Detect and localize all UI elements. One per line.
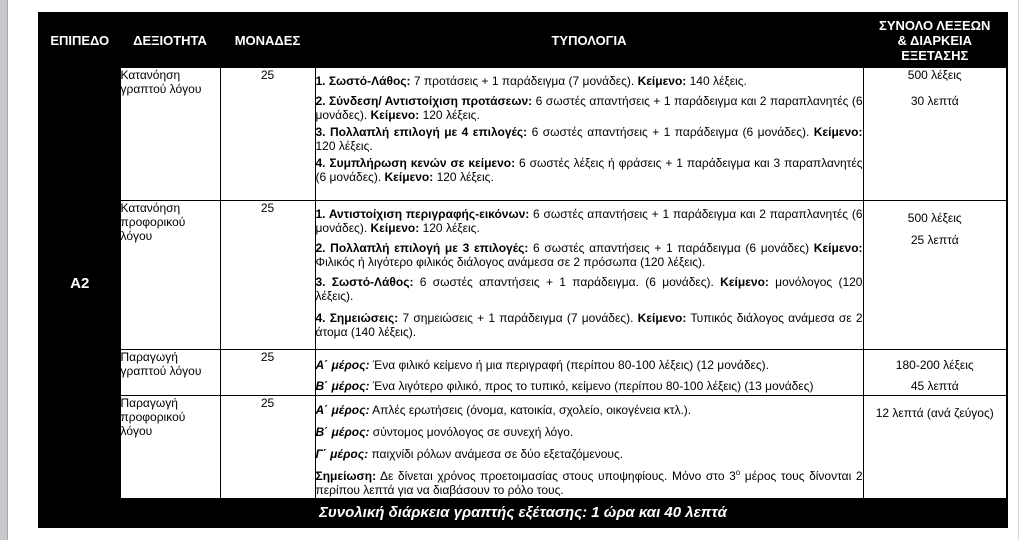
- page-right-edge: [1018, 0, 1019, 540]
- header-totals: [863, 13, 1007, 68]
- page-left-margin: [0, 0, 8, 540]
- footer-row: [39, 499, 1007, 528]
- skill-cell: Κατανόηση προφορικού λόγου: [120, 201, 220, 350]
- task-part: Β΄ μέρος: σύντομος μονόλογος σε συνεχή λόγο.: [315, 425, 574, 439]
- units-cell: 25: [220, 350, 315, 396]
- level-cell: Α2: [39, 68, 120, 499]
- total-time: 12 λεπτά (ανά ζεύγος): [875, 406, 994, 420]
- task-item: 1. Αντιστοίχιση περιγραφής-εικόνων: 6 σωστές απαντήσεις + 1 παράδειγμα και 2 παραπλανητές (6 μονάδες). Κείμενο: 120 λέξεις.: [315, 207, 863, 235]
- total-time: 25 λεπτά: [910, 233, 959, 247]
- header-totals-line2: & ΔΙΑΡΚΕΙΑ: [897, 33, 973, 48]
- units-cell: 25: [220, 201, 315, 350]
- task-item: 4. Σημειώσεις: 7 σημειώσεις + 1 παράδειγμα (7 μονάδες). Κείμενο: Τυπικός διάλογος ανάμεσα σε 2 άτομα (140 λέξεις).: [315, 311, 863, 339]
- note: Σημείωση: Δε δίνεται χρόνος προετοιμασίας στους υποψηφίους. Μόνο στο $3^o$ μέρος τους δίνονται 2 περίπου λεπτά για να διαβάσουν το ρόλο τους.: [315, 468, 863, 497]
- header-units: ΜΟΝΑΔΕΣ: [220, 13, 315, 68]
- typology-cell: [315, 201, 863, 350]
- task-item: 4. Συμπλήρωση κενών σε κείμενο: 6 σωστές λέξεις ή φράσεις + 1 παράδειγμα και 3 παραπλανητές (6 μονάδες). Κείμενο: 120 λέξεις.: [315, 156, 863, 184]
- task-part: Γ΄ μέρος: παιχνίδι ρόλων ανάμεσα σε δύο εξεταζόμενους.: [315, 447, 624, 461]
- skill-cell: Παραγωγή γραπτού λόγου: [120, 350, 220, 396]
- task-item: 2. Σύνδεση/ Αντιστοίχιση προτάσεων: 6 σωστές απαντήσεις + 1 παράδειγμα και 2 παραπλανητές (6 μονάδες). Κείμενο: 120 λέξεις.: [315, 94, 863, 122]
- totals-cell: [863, 396, 1007, 499]
- totals-cell: [863, 201, 1007, 350]
- skill-cell: Παραγωγή προφορικού λόγου: [120, 396, 220, 499]
- total-words: 500 λέξεις: [907, 211, 962, 225]
- task-part: Α΄ μέρος: Απλές ερωτήσεις (όνομα, κατοικία, σχολείο, οικογένεια κτλ.).: [315, 403, 692, 417]
- table-row: [39, 396, 1007, 499]
- typology-cell: [315, 350, 863, 396]
- units-cell: 25: [220, 68, 315, 201]
- task-item: 2. Πολλαπλή επιλογή με 3 επιλογές: 6 σωστές απαντήσεις + 1 παράδειγμα (6 μονάδες) Κείμενο: Φιλικός ή λιγότερο φιλικός διάλογος ανάμεσα σε 2 πρόσωπα (120 λέξεις).: [315, 241, 863, 269]
- table-row: [39, 201, 1007, 350]
- header-totals-line3: ΕΞΕΤΑΣΗΣ: [901, 48, 969, 63]
- totals-cell: [863, 350, 1007, 396]
- header-level: ΕΠΙΠΕΔΟ: [39, 13, 120, 68]
- task-part: Α΄ μέρος: Ένα φιλικό κείμενο ή μια περιγραφή (περίπου 80-100 λέξεις) (12 μονάδες).: [315, 358, 769, 372]
- total-words: 180-200 λέξεις: [895, 358, 974, 372]
- task-item: 3. Σωστό-Λάθος: 6 σωστές απαντήσεις + 1 παράδειγμα. (6 μονάδες). Κείμενο: μονόλογος (120 λέξεις).: [315, 275, 863, 303]
- total-duration-footer: Συνολική διάρκεια γραπτής εξέτασης: 1 ώρα και 40 λεπτά: [39, 499, 1007, 528]
- totals-cell: [863, 68, 1007, 201]
- task-item: 3. Πολλαπλή επιλογή με 4 επιλογές: 6 σωστές απαντήσεις + 1 παράδειγμα (6 μονάδες). Κείμενο: 120 λέξεις.: [315, 125, 863, 153]
- units-cell: 25: [220, 396, 315, 499]
- exam-spec-table: [38, 12, 1008, 528]
- total-words: 500 λέξεις: [907, 68, 962, 82]
- header-row: [39, 13, 1007, 68]
- task-item: 1. Σωστό-Λάθος: 7 προτάσεις + 1 παράδειγμα (7 μονάδες). Κείμενο: 140 λέξεις.: [315, 74, 747, 88]
- table-row: [39, 68, 1007, 201]
- header-skill: ΔΕΞΙΟΤΗΤΑ: [120, 13, 220, 68]
- header-totals-line1: ΣΥΝΟΛΟ ΛΕΞΕΩΝ: [879, 18, 991, 33]
- header-typology: ΤΥΠΟΛΟΓΙΑ: [315, 13, 863, 68]
- skill-cell: Κατανόηση γραπτού λόγου: [120, 68, 220, 201]
- total-time: 30 λεπτά: [910, 94, 959, 108]
- table-row: [39, 350, 1007, 396]
- task-part: Β΄ μέρος: Ένα λιγότερο φιλικό, προς το τυπικό, κείμενο (περίπου 80-100 λέξεις) (13 μονάδες): [315, 379, 814, 393]
- typology-cell: [315, 396, 863, 499]
- typology-cell: [315, 68, 863, 201]
- total-time: 45 λεπτά: [910, 379, 959, 393]
